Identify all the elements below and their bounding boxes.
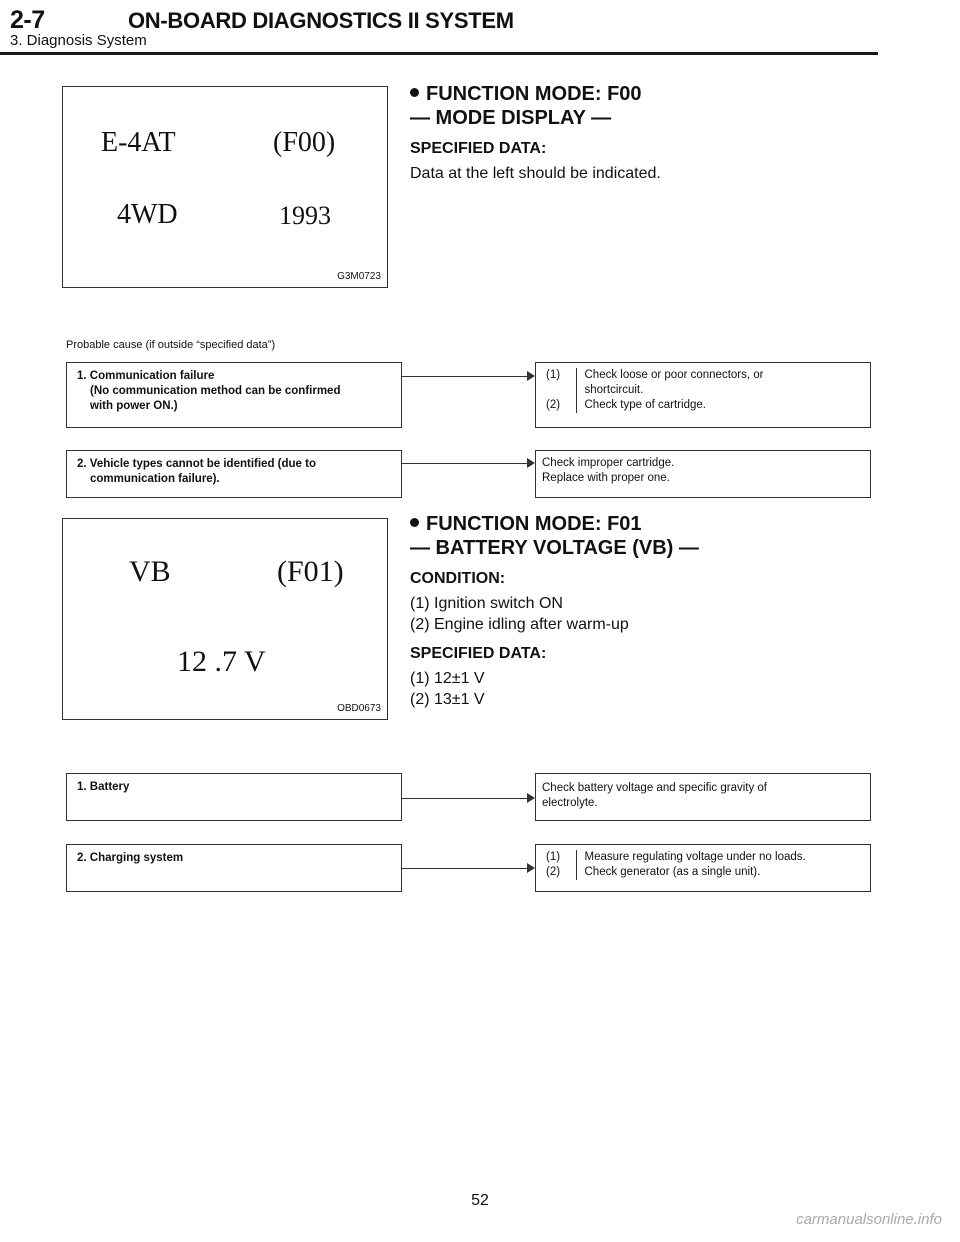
lcd-line2: 12 .7 V <box>177 645 266 678</box>
action-box <box>535 773 871 821</box>
figure-code: G3M0723 <box>337 271 381 282</box>
cause-line: (No communication method can be confirmed <box>90 385 341 397</box>
condition-1: (1) Ignition switch ON <box>410 595 563 612</box>
cause-box <box>66 844 402 892</box>
action-text: Check battery voltage and specific gravity of <box>542 782 768 794</box>
header-rule <box>0 52 878 55</box>
lcd-line2-left: 4WD <box>117 199 178 230</box>
action-row <box>546 850 806 865</box>
bullet-icon <box>410 518 419 527</box>
action-text: Check generator (as a single unit). <box>584 866 761 878</box>
section-number: 2-7 <box>10 6 45 34</box>
mode-f01-title: FUNCTION MODE: F01 <box>410 512 930 536</box>
action-row <box>546 368 763 398</box>
action-text: electrolyte. <box>542 797 598 809</box>
specified-data-label: SPECIFIED DATA: <box>410 645 547 662</box>
arrow-right-icon <box>527 863 535 873</box>
figure-code: OBD0673 <box>337 703 381 714</box>
watermark: carmanualsonline.info <box>796 1211 942 1228</box>
action-text: Check type of cartridge. <box>584 399 706 411</box>
condition-2: (2) Engine idling after warm-up <box>410 616 629 633</box>
cause-box <box>66 450 402 498</box>
action-box <box>535 844 871 892</box>
arrow-right-icon <box>527 371 535 381</box>
cause-box <box>66 773 402 821</box>
lcd-line1-right: (F01) <box>277 555 344 588</box>
arrow-connector <box>402 868 528 869</box>
action-box <box>535 362 871 428</box>
action-text: Check loose or poor connectors, or shortcircuit. <box>584 369 764 396</box>
specified-data-text: Data at the left should be indicated. <box>410 165 661 182</box>
figure-battery-voltage <box>62 518 388 720</box>
specified-data-label: SPECIFIED DATA: <box>410 140 547 157</box>
page-subtitle: 3. Diagnosis System <box>10 32 147 49</box>
action-num: (1) <box>546 850 576 865</box>
lcd-line2-right: 1993 <box>279 201 331 230</box>
action-num: (1) <box>546 368 576 398</box>
cause-line: 1. Communication failure <box>77 370 215 382</box>
action-row <box>546 398 763 413</box>
probable-cause-label: Probable cause (if outside “specified data”) <box>66 339 276 351</box>
page-number: 52 <box>471 1192 489 1209</box>
action-num: (2) <box>546 398 576 413</box>
condition-label: CONDITION: <box>410 570 506 587</box>
cause-line: 1. Battery <box>77 781 130 793</box>
action-row <box>546 865 806 880</box>
arrow-connector <box>402 376 528 377</box>
arrow-connector <box>402 463 528 464</box>
specified-1: (1) 12±1 V <box>410 670 485 687</box>
arrow-right-icon <box>527 458 535 468</box>
page-title: ON-BOARD DIAGNOSTICS II SYSTEM <box>128 8 514 33</box>
arrow-right-icon <box>527 793 535 803</box>
mode-f01-subtitle: — BATTERY VOLTAGE (VB) — <box>410 537 699 559</box>
bullet-icon <box>410 88 419 97</box>
cause-box <box>66 362 402 428</box>
specified-2: (2) 13±1 V <box>410 691 485 708</box>
action-num: (2) <box>546 865 576 880</box>
cause-line: communication failure). <box>90 473 220 485</box>
figure-mode-display <box>62 86 388 288</box>
action-text: Check improper cartridge. <box>542 457 675 469</box>
mode-f01-section <box>410 512 930 710</box>
cause-line: with power ON.) <box>90 400 178 412</box>
mode-f00-subtitle: — MODE DISPLAY — <box>410 107 612 129</box>
cause-line: 2. Vehicle types cannot be identified (due to <box>77 458 316 470</box>
lcd-line1-left: E-4AT <box>101 127 176 158</box>
mode-f00-section <box>410 82 930 184</box>
action-box <box>535 450 871 498</box>
mode-f00-title: FUNCTION MODE: F00 <box>410 82 930 106</box>
action-text: Measure regulating voltage under no loads. <box>584 851 806 863</box>
lcd-line1-right: (F00) <box>273 127 336 158</box>
cause-line: 2. Charging system <box>77 852 184 864</box>
action-text: Replace with proper one. <box>542 472 670 484</box>
arrow-connector <box>402 798 528 799</box>
lcd-line1-left: VB <box>129 555 171 588</box>
